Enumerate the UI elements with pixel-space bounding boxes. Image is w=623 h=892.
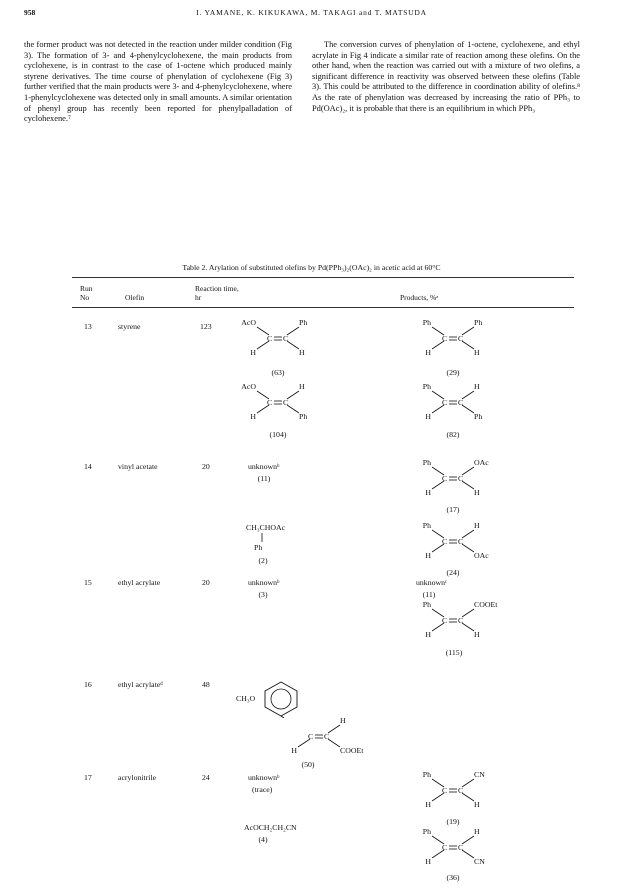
structure-phch-choac-trans — [418, 521, 488, 561]
header-run-no: Run No — [80, 284, 93, 302]
run-14-number: 14 — [84, 462, 92, 471]
yield-label: (104) — [269, 430, 287, 439]
substituent-top-right: Ph — [474, 318, 483, 327]
carbon-atom: C — [283, 334, 289, 343]
run-17-olefin: acrylonitrile — [118, 773, 157, 782]
substituent-top-right: H — [340, 716, 346, 725]
yield-label: (3) — [258, 590, 268, 599]
table-top-rule — [72, 277, 574, 278]
running-header — [24, 8, 599, 22]
body-left-column: the former product was not detected in the reaction under milder condition (Fig 3). The formation of 3- and 4-phenylcyclohexene, the main products from cyclohexene, is in contrast to the case of 1-octene which produced mainly styrene derivatives. The time course of phenylation of cyclohexene (Fig 3) further verified that the main products were 3- and 4-phenylcyclohexene, where 1-phenylcyclohexene was detected only in small amounts. A similar orientation of phenyl group has recently been reported for phenylpalladation of cyclohexene.⁷ — [24, 40, 292, 124]
substituent-bottom-right: CN — [474, 857, 485, 866]
substituent-bottom-left: H — [250, 412, 256, 421]
bond-top-right — [462, 391, 474, 399]
substituent-bottom-left: H — [250, 348, 256, 357]
run-15-olefin: ethyl acrylate — [118, 578, 161, 587]
bond-top-right — [328, 725, 340, 733]
carbon-atom: C — [442, 616, 448, 625]
yield-label: (11) — [257, 474, 271, 483]
carbon-atom: C — [458, 616, 464, 625]
structure-stilbene-cis — [418, 318, 488, 358]
structure-ethyl-cinnamate — [418, 600, 498, 640]
single-bond-line — [258, 533, 266, 543]
unknown-product: unknownᵇ — [248, 773, 280, 782]
yield-label: (29) — [446, 368, 460, 377]
carbon-atom: C — [267, 334, 273, 343]
run-13-time: 123 — [200, 322, 212, 331]
bond-bottom-right — [287, 341, 299, 349]
carbon-atom: C — [442, 537, 448, 546]
carbon-atom: C — [267, 398, 273, 407]
header-reaction-time: Reaction time, hr — [195, 284, 239, 302]
structure-acoch-chph-trans — [243, 382, 313, 422]
structure-phch-choac-cis — [418, 458, 488, 498]
bond-bottom-right — [462, 341, 474, 349]
carbon-atom: C — [458, 398, 464, 407]
bond-top-right — [462, 467, 474, 475]
carbon-atom: C — [458, 334, 464, 343]
substituent-top-right: CN — [474, 770, 485, 779]
yield-label: (36) — [446, 873, 460, 882]
bond-top-right — [462, 836, 474, 844]
substituent-top-left: Ph — [422, 600, 431, 609]
substituent-top-left: AcO — [241, 382, 256, 391]
yield-label: (63) — [271, 368, 285, 377]
yield-label: (50) — [301, 760, 315, 769]
yield-label: (115) — [445, 648, 463, 657]
substituent-top-left: Ph — [422, 521, 431, 530]
run-17-time: 24 — [202, 773, 210, 782]
run-16-olefin: ethyl acrylateᵈ — [118, 680, 163, 689]
carbon-atom: C — [458, 537, 464, 546]
run-15-number: 15 — [84, 578, 92, 587]
substituent-top-left: AcO — [241, 318, 256, 327]
substituent-bottom-left: H — [425, 348, 431, 357]
running-authors: I. YAMANE, K. KIKUKAWA, M. TAKAGI and T. MATSUDA — [196, 8, 427, 17]
substituent-bottom-right: H — [299, 348, 305, 357]
header-products: Products, %ᵃ — [400, 293, 439, 302]
yield-label: (4) — [258, 835, 268, 844]
substituent-bottom-right: Ph — [299, 412, 308, 421]
carbon-atom: C — [458, 474, 464, 483]
yield-label: (17) — [446, 505, 460, 514]
bond-top-right — [462, 327, 474, 335]
carbon-atom: C — [442, 786, 448, 795]
carbon-atom: C — [283, 398, 289, 407]
substituent-top-right: OAc — [474, 458, 489, 467]
run-15-time: 20 — [202, 578, 210, 587]
substituent-top-right: Ph — [299, 318, 308, 327]
carbon-atom: C — [324, 732, 330, 741]
page-number: 958 — [24, 8, 36, 17]
yield-label: (82) — [446, 430, 460, 439]
methoxy-group: CH₃O — [236, 694, 256, 703]
run-16-time: 48 — [202, 680, 210, 689]
substituent-bottom-right: OAc — [474, 551, 489, 560]
bond-bottom-right — [328, 739, 340, 747]
yield-label: (19) — [446, 817, 460, 826]
carbon-atom: C — [442, 843, 448, 852]
substituent-bottom-right: H — [474, 348, 480, 357]
structure-cinnamonitrile-cis — [418, 770, 488, 810]
substituent-bottom-right: Ph — [474, 412, 483, 421]
structure-cinnamonitrile-trans — [418, 827, 488, 867]
carbon-atom: C — [442, 398, 448, 407]
structure-acoch2ch2cn: AcOCH₂CH₂CN — [244, 823, 297, 832]
substituent-bottom-left: H — [425, 551, 431, 560]
substituent-bottom-left: H — [425, 630, 431, 639]
unknown-product: unknownᵇ — [248, 578, 280, 587]
run-14-time: 20 — [202, 462, 210, 471]
bond-bottom-right — [462, 793, 474, 801]
yield-label: (24) — [446, 568, 460, 577]
carbon-atom: C — [442, 334, 448, 343]
substituent-top-left: Ph — [422, 458, 431, 467]
phenyl-substituent: Ph — [254, 543, 263, 552]
substituent-top-left: Ph — [422, 318, 431, 327]
bond-top-right — [287, 327, 299, 335]
substituent-bottom-right: COOEt — [340, 746, 364, 755]
unknown-product: unknownᶜ — [416, 578, 448, 587]
substituent-top-left: Ph — [422, 827, 431, 836]
substituent-bottom-right: H — [474, 488, 480, 497]
bond-bottom-right — [462, 623, 474, 631]
substituent-top-left: Ph — [422, 770, 431, 779]
yield-label: (2) — [258, 556, 268, 565]
table-header-rule — [72, 307, 574, 308]
bond-bottom-right — [462, 481, 474, 489]
unknown-product: unknownᵇ — [248, 462, 280, 471]
body-right-column: The conversion curves of phenylation of 1-octene, cyclohexene, and ethyl acrylate in Fig 4 indicate a similar rate of reaction among these olefins. On the other hand, when the reaction was carried out with a mixture of two olefins, a significant difference in reactivity was observed between these olefins (Table 3). This could be attributed to the difference in coordination ability of olefins.⁸ As the rate of phenylation was decreased by increasing the ratio of PPh₃ to Pd(OAc)₂, it is probable that there is an equilibrium in which PPh₃ — [312, 40, 580, 113]
bond-top-right — [462, 530, 474, 538]
yield-label: (11) — [422, 590, 436, 599]
run-17-number: 17 — [84, 773, 92, 782]
bond-bottom-right — [462, 850, 474, 858]
structure-methoxycinnamate — [284, 716, 364, 756]
benzene-ring-icon — [261, 680, 301, 718]
substituent-bottom-left: H — [425, 412, 431, 421]
structure-ch3choac: CH₃CHOAc — [246, 523, 286, 532]
bond-bottom-right — [462, 544, 474, 552]
structure-acoch-chph-cis — [243, 318, 313, 358]
substituent-top-right: H — [299, 382, 305, 391]
bond-bottom-right — [462, 405, 474, 413]
substituent-bottom-left: H — [425, 488, 431, 497]
carbon-atom: C — [308, 732, 314, 741]
carbon-atom: C — [458, 843, 464, 852]
substituent-top-right: H — [474, 827, 480, 836]
header-olefin: Olefin — [125, 293, 145, 302]
substituent-top-right: H — [474, 521, 480, 530]
run-14-olefin: vinyl acetate — [118, 462, 158, 471]
bond-bottom-right — [287, 405, 299, 413]
carbon-atom: C — [458, 786, 464, 795]
substituent-bottom-right: H — [474, 800, 480, 809]
bond-top-right — [462, 779, 474, 787]
substituent-top-left: Ph — [422, 382, 431, 391]
run-16-number: 16 — [84, 680, 92, 689]
run-13-number: 13 — [84, 322, 92, 331]
bond-top-right — [462, 609, 474, 617]
run-13-olefin: styrene — [118, 322, 141, 331]
substituent-bottom-left: H — [425, 800, 431, 809]
substituent-top-right: COOEt — [474, 600, 498, 609]
bond-top-right — [287, 391, 299, 399]
substituent-bottom-right: H — [474, 630, 480, 639]
carbon-atom: C — [442, 474, 448, 483]
substituent-bottom-left: H — [291, 746, 297, 755]
table-caption: Table 2. Arylation of substituted olefins by Pd(PPh₃)₂(OAc)₂ in acetic acid at 60°C — [182, 263, 441, 272]
substituent-bottom-left: H — [425, 857, 431, 866]
structure-stilbene-trans — [418, 382, 488, 422]
trace-label: (trace) — [252, 785, 273, 794]
substituent-top-right: H — [474, 382, 480, 391]
